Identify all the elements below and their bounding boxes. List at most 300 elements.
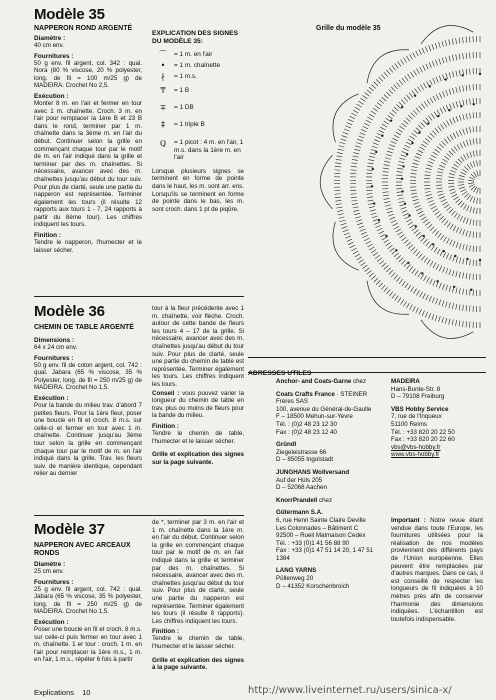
stitch-mark [388,148,394,150]
stitch-mark [438,168,444,170]
stitch-mark [383,192,389,193]
stitch-mark [371,213,377,215]
stitch-mark [421,123,425,127]
stitch-mark [446,285,448,291]
stitch-mark [466,321,467,327]
stitch-mark [456,320,457,326]
stitch-mark [367,90,372,94]
stitch-mark [389,270,393,274]
chain-dot [371,185,373,187]
address-line: Les Colonnades – Bâtiment C [276,524,359,532]
chain-dot [385,235,387,237]
stitch-mark [463,114,464,120]
stitch-mark [458,201,462,205]
stitch-mark [460,189,465,192]
stitch-mark [463,217,465,223]
stitch-mark [463,321,464,327]
stitch-mark [356,142,362,144]
stitch-mark [435,231,439,236]
stitch-mark [371,149,377,151]
address-line: 7, rue de l'Inqueux [391,413,442,421]
stitch-mark [423,219,428,223]
stitch-mark [408,222,413,225]
stitch-mark [367,166,373,167]
stitch-mark [369,114,374,117]
stitch-mark [369,206,375,207]
stitch-mark [353,251,358,254]
stitch-mark [398,232,403,235]
chain-dot [453,286,455,288]
chain-dot [460,105,462,107]
stitch-mark [459,54,460,60]
stitch-mark [411,247,415,251]
stitch-mark [463,37,464,43]
stitch-mark [401,299,404,304]
stitch-mark [392,110,397,114]
divider [34,515,244,516]
stitch-mark [463,100,464,106]
stitch-mark [425,138,430,142]
stitch-mark [401,260,405,264]
stitch-mark [413,306,416,311]
stitch-mark [419,147,424,150]
stitch-mark [403,148,408,150]
stitch-mark [409,93,413,98]
stitch-mark [340,142,346,144]
stitch-mark [428,116,432,121]
stitch-mark [428,244,432,249]
stitch-mark [353,156,359,157]
stitch-mark [452,167,457,170]
stitch-mark [449,89,451,95]
model-35-title: Modèle 35 [34,6,105,23]
stitch-mark [377,103,382,107]
stitch-mark [416,308,419,313]
addresses-title: ADRESSES UTILES [248,370,312,377]
stitch-mark [470,139,471,145]
stitch-mark [463,141,465,147]
stitch-mark [344,233,350,235]
stitch-mark [437,188,443,189]
stitch-mark [386,208,392,210]
stitch-mark [456,227,459,232]
stitch-mark [399,102,403,106]
stitch-mark [392,138,397,141]
stitch-mark [367,170,373,171]
petal-arc [421,320,473,339]
address-line: D – 52068 Aachen [276,484,327,492]
stitch-mark [459,288,460,294]
stitch-mark [426,168,432,169]
stitch-mark [435,43,437,49]
stitch-mark [374,82,378,86]
stitch-mark [459,70,460,76]
stitch-mark [420,292,423,297]
stitch-mark [361,129,366,131]
address-line[interactable]: www.vbs-hobby.fr [391,451,440,459]
stitch-mark [466,218,468,224]
stitch-mark [449,39,450,45]
chain-dot [373,202,375,204]
stitch-mark [372,216,378,218]
stitch-mark [415,156,421,158]
stitch-mark [453,241,455,247]
stitch-mark [473,139,474,145]
stitch-mark [436,94,439,99]
stitch-mark [437,214,442,218]
stitch-mark [374,140,380,142]
stitch-mark [398,129,403,132]
stitch-mark [405,283,408,288]
stitch-mark [415,89,418,94]
stitch-mark [437,191,443,192]
stitch-mark [454,213,458,218]
important-heading: Important : [391,517,426,524]
model-36-supplies-heading: Fournitures : [34,354,74,362]
stitch-mark [358,136,364,138]
stitch-mark [411,287,414,292]
stitch-mark [369,247,374,250]
stitch-mark [416,51,419,56]
address-line: Frères SAS [276,398,308,406]
stitch-mark [411,170,417,171]
stitch-mark [363,265,368,269]
stitch-mark [419,309,422,314]
model-37-finish-heading: Finition : [152,628,179,636]
stitch-mark [416,108,420,113]
stitch-mark [429,62,431,68]
stitch-mark [442,159,447,162]
stitch-mark [400,126,405,129]
stitch-mark [470,273,471,279]
stitch-mark [450,119,453,124]
stitch-mark [456,87,457,93]
stitch-mark [443,252,446,257]
stitch-mark [404,97,408,101]
stitch-mark [404,121,409,125]
stitch-mark [477,150,478,156]
address-line: Tél. : +33 820 20 22 50 [391,428,455,436]
stitch-mark [396,132,401,135]
stitch-mark [360,98,365,101]
stitch-mark [418,211,423,214]
stitch-mark [439,216,443,220]
stitch-mark [427,277,430,282]
stitch-mark [386,243,391,246]
stitch-mark [452,194,457,197]
stitch-mark [462,169,467,173]
chain-dot [445,78,447,80]
stitch-mark [371,250,376,253]
stitch-mark [433,96,436,101]
model-35-subtitle: NAPPERON ROND ARGENTÉ [34,25,133,32]
stitch-mark [381,75,385,79]
stitch-mark [363,126,368,129]
stitch-mark [348,119,353,122]
stitch-mark [370,210,376,212]
model-36-finish-heading: Finition : [152,422,179,430]
legend-item: ‡ = 1 triple B [152,116,244,133]
address-line: 51100 Reims [391,420,427,428]
stitch-mark [394,85,398,89]
stitch-mark [416,208,421,210]
stitch-mark [399,258,403,262]
stitch-mark [463,230,465,236]
stitch-mark [386,154,392,156]
stitch-mark [433,152,438,155]
stitch-mark [408,74,411,79]
address-line: Auf der Hüls 205 [276,476,323,484]
chain-dot [454,255,456,257]
stitch-mark [447,207,452,211]
stitch-mark [413,249,417,253]
stitch-mark [441,199,446,202]
stitch-mark [424,83,427,88]
stitch-mark [431,245,434,250]
stitch-mark [456,242,458,248]
stitch-mark [373,219,379,221]
stitch-mark [384,287,388,292]
stitch-mark [442,41,444,47]
stitch-mark [466,305,467,311]
stitch-mark [404,240,409,244]
stitch-mark [432,314,434,320]
stitch-mark [466,273,467,279]
stitch-mark [435,315,437,321]
stitch-mark [448,186,454,187]
stitch-mark [442,317,444,323]
chain-dot [479,73,481,75]
model-35-execution: Monter 8 m. en l'air et fermer en tour avec 1 m. chaînette. Croch. 3 m. en l'air pour remplacer la 1ère B et 23 B dans le rond, terminer par 1 m. chaînette dans la 3ème m. en l'air du début. Continuer selon la grille en commençant chaque tour par le motif de m. en l'air indiqué dans la grille et terminer par des m. chaînettes. Si nécessaire, avancer avec des m. chaînettes jusqu'au début du tour suiv. Pour plus de clarté, seule une partie du napperon est représentée. Terminer également les tours (il résulte 12 rapports aux tours 1 - 7, 24 rapports à partir du 8ème tour). Les chiffres indiquent les tours. [34,99,142,229]
stitch-mark [379,100,384,104]
stitch-mark [444,221,448,226]
stitch-mark [399,161,405,162]
stitch-mark [429,45,431,51]
stitch-mark [459,304,460,310]
model-35-section [34,6,142,254]
stitch-mark [470,162,473,167]
stitch-mark [425,312,427,318]
footer-label: Explications [34,688,75,697]
stitch-mark [392,223,397,226]
stitch-mark [335,194,341,195]
stitch-mark [388,115,393,119]
stitch-mark [452,88,454,94]
stitch-mark [370,153,376,155]
stitch-mark [413,163,419,165]
model-36-execution-cont: tour à la fleur précédente avec 1 m. chaînette, voir flèche. Croch. autour de cette bande de fleurs les tours 4 – 17 de la grille. Si nécessaire, avancer avec des m. chaînettes jusqu'au début du tour suiv. Pour plus de clarté, seule une partie du chemin de table est représentée. Terminer également les tours. Les chiffres indiquent les tours. [152,305,244,388]
stitch-mark [477,188,479,194]
stitch-mark [411,190,417,191]
stitch-mark [411,193,417,194]
stitch-mark [477,160,478,166]
chain-dot [395,249,397,251]
stitch-mark [459,175,465,177]
stitch-mark [360,133,366,135]
stitch-mark [397,172,403,173]
stitch-mark [394,226,399,229]
stitch-mark [439,283,441,289]
stitch-mark [353,207,359,208]
stitch-mark [413,52,416,57]
stitch-mark [351,200,357,201]
stitch-mark [388,214,394,216]
chain-dot [401,190,403,192]
stitch-mark [418,235,422,239]
stitch-mark [403,213,408,215]
stitch-mark [355,216,361,218]
model-37-supplies: 25 g env. fil argent, col. 742 : qual. Jabara (65 % viscose, 35 % polyester, long. de fil = 250 m/25 g) de MADEIRA. Crochet No 1,5. [34,585,142,616]
stitch-mark [452,270,454,276]
stitch-mark [426,118,430,123]
stitch-mark [439,197,445,199]
stitch-mark [470,113,471,119]
stitch-mark [450,240,453,245]
stitch-mark [434,112,437,117]
stitch-mark [459,272,460,278]
stitch-mark [395,63,399,68]
stitch-mark [416,252,420,257]
stitch-mark [360,262,365,265]
stitch-mark [410,54,413,59]
stitch-mark [424,188,430,189]
stitch-mark [466,69,467,75]
stitch-mark [442,58,444,64]
stitch-mark [452,39,453,45]
stitch-mark [366,120,371,123]
model-35-supplies-heading: Fournitures : [34,52,74,60]
crochet-chart-35 [248,22,496,344]
model-37-diameter: 25 cm env. [34,568,64,575]
stitch-mark [371,111,376,114]
stitch-mark [449,72,451,78]
stitch-mark [428,161,434,163]
stitch-mark [439,165,445,167]
stitch-mark [351,166,357,167]
stitch-mark [424,258,427,263]
stitch-mark [411,113,415,117]
diagram-title: Grille du modèle 35 [316,25,381,32]
stitch-mark [335,166,341,167]
stitch-mark [417,69,420,74]
chain-dot [406,153,408,155]
chain-dot [461,74,463,76]
stitch-mark [437,146,442,150]
stitch-mark [386,118,391,121]
stitch-mark [374,222,380,224]
stitch-mark [425,47,427,53]
stitch-mark [466,128,467,134]
stitch-mark [467,164,471,169]
stitch-mark [429,203,434,206]
stitch-mark [340,220,346,222]
stitch-mark [391,87,395,91]
stitch-mark [377,258,382,262]
stitch-mark [353,110,358,113]
address-line: Gründl [276,441,297,449]
stitch-symbol-icon: ⌒ [159,50,167,59]
stitch-mark [376,280,380,284]
model-35-diameter-heading: Diamètre : [34,35,66,42]
stitch-mark [391,273,395,277]
stitch-mark [427,197,433,199]
stitch-mark [357,139,363,141]
legend-item: • = 1 m. chaînette [152,60,244,71]
model-35-diameter: 40 cm env. [34,42,64,49]
stitch-mark [418,272,421,277]
stitch-mark [430,133,434,137]
stitch-mark [391,220,396,222]
stitch-mark [336,204,342,205]
stitch-mark [358,226,364,228]
chain-dot [372,168,374,170]
chain-dot [448,109,450,111]
stitch-mark [387,151,393,153]
stitch-mark [406,118,411,122]
petal-arc [367,281,409,315]
stitch-mark [424,175,430,176]
stitch-mark [438,194,444,196]
stitch-mark [384,94,388,98]
stitch-mark [470,245,471,251]
stitch-mark [424,102,427,107]
stitch-mark [413,110,417,114]
stitch-mark [410,305,413,310]
model-36-tip: Conseil : vous pouvez varier la longueur du chemin de table en trav. plus ou moins de fleurs pour la bande du milieu. [152,389,244,420]
stitch-mark [470,99,471,105]
chain-dot [402,165,404,167]
stitch-mark [447,238,450,243]
stitch-mark [443,237,446,242]
stitch-mark [399,201,405,202]
stitch-mark [426,295,428,300]
stitch-mark [466,85,467,91]
stitch-mark [466,230,467,236]
stitch-mark [357,104,362,107]
model-36-grid-note: Grille et explication des signes sur la page suivante. [152,451,244,466]
model-36-tip-heading: Conseil : [152,389,180,397]
stitch-mark [470,290,471,296]
stitch-mark [355,146,361,148]
address-line: F – 18500 Mehun-sur-Yevre [276,413,353,421]
stitch-mark [367,270,372,274]
stitch-mark [461,203,465,208]
stitch-mark [398,298,401,303]
stitch-mark [463,129,465,135]
stitch-mark [365,268,370,272]
stitch-mark [410,225,415,228]
stitch-mark [368,160,374,161]
stitch-mark [432,131,436,135]
chain-dot [414,94,416,96]
stitch-mark [406,303,409,308]
stitch-mark [372,146,378,148]
stitch-mark [380,127,385,130]
stitch-mark [466,289,467,295]
stitch-mark [367,117,372,120]
stitch-mark [338,214,344,215]
legend-item: ∤ = 1 m.s. [152,71,244,82]
stitch-mark [408,115,412,119]
stitch-mark [344,129,350,131]
stitch-mark [442,284,444,290]
stitch-mark [337,210,343,211]
address-line[interactable]: vbs@vbs-hobby.fr [391,443,441,451]
stitch-mark [413,70,416,75]
stitch-mark [438,233,442,238]
stitch-mark [427,259,430,264]
stitch-mark [428,200,434,202]
